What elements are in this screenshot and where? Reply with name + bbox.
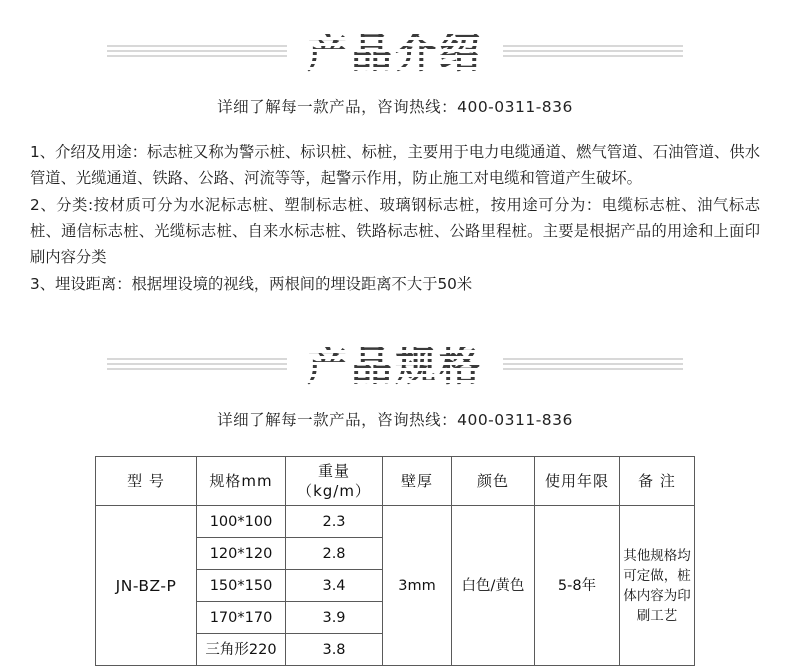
col-header-size: 规格mm <box>197 457 286 506</box>
cell-size: 150*150 <box>197 570 286 602</box>
col-header-thickness: 壁厚 <box>383 457 452 506</box>
banner-decoration-spec <box>301 333 489 392</box>
spec-table-body <box>96 506 695 666</box>
section-title-spec: 产品规格 <box>301 333 489 392</box>
cell-size: 三角形220 <box>197 634 286 666</box>
cell-weight: 3.4 <box>286 570 383 602</box>
col-header-lifespan: 使用年限 <box>535 457 620 506</box>
cell-lifespan: 5-8年 <box>535 506 620 666</box>
intro-paragraph-2: 2、分类:按材质可分为水泥标志桩、塑制标志桩、玻璃钢标志桩，按用途可分为：电缆标志桩、油气标志桩、通信标志桩、光缆标志桩、自来水标志桩、铁路标志桩、公路里程桩。主要是根据产品的用途和上面印刷内容分类 <box>30 196 760 266</box>
cell-model: JN-BZ-P <box>96 506 197 666</box>
cell-weight: 2.3 <box>286 506 383 538</box>
cell-weight: 3.9 <box>286 602 383 634</box>
cell-thickness: 3mm <box>383 506 452 666</box>
col-header-model: 型 号 <box>96 457 197 506</box>
banner-decoration <box>301 20 489 79</box>
intro-paragraph-3: 3、埋设距离：根据埋设境的视线，两根间的埋设距离不大于50米 <box>30 275 473 293</box>
product-detail-page <box>0 20 790 658</box>
cell-size: 170*170 <box>197 602 286 634</box>
cell-size: 100*100 <box>197 506 286 538</box>
col-header-weight: 重量（kg/m） <box>286 457 383 506</box>
cell-color: 白色/黄色 <box>452 506 535 666</box>
intro-text-block <box>30 139 760 297</box>
hotline-subtitle-spec: 详细了解每一款产品，咨询热线：400-0311-836 <box>217 411 573 429</box>
intro-paragraph-1: 1、介绍及用途：标志桩又称为警示桩、标识桩、标桩，主要用于电力电缆通道、燃气管道、石油管道、供水管道、光缆通道、铁路、公路、河流等等，起警示作用，防止施工对电缆和管道产生破坏。 <box>30 143 760 187</box>
cell-weight: 2.8 <box>286 538 383 570</box>
cell-note: 其他规格均可定做，桩体内容为印刷工艺 <box>620 506 695 666</box>
cell-size: 120*120 <box>197 538 286 570</box>
col-header-note: 备 注 <box>620 457 695 506</box>
spec-table <box>95 456 695 666</box>
section-title-intro: 产品介绍 <box>301 20 489 79</box>
table-header-row <box>96 457 695 506</box>
hotline-subtitle-intro: 详细了解每一款产品，咨询热线：400-0311-836 <box>217 98 573 116</box>
table-row <box>96 506 695 538</box>
section-banner-spec <box>0 333 790 392</box>
spec-table-wrapper <box>95 456 695 666</box>
spec-table-head <box>96 457 695 506</box>
section-banner-intro <box>0 20 790 79</box>
col-header-color: 颜色 <box>452 457 535 506</box>
cell-weight: 3.8 <box>286 634 383 666</box>
